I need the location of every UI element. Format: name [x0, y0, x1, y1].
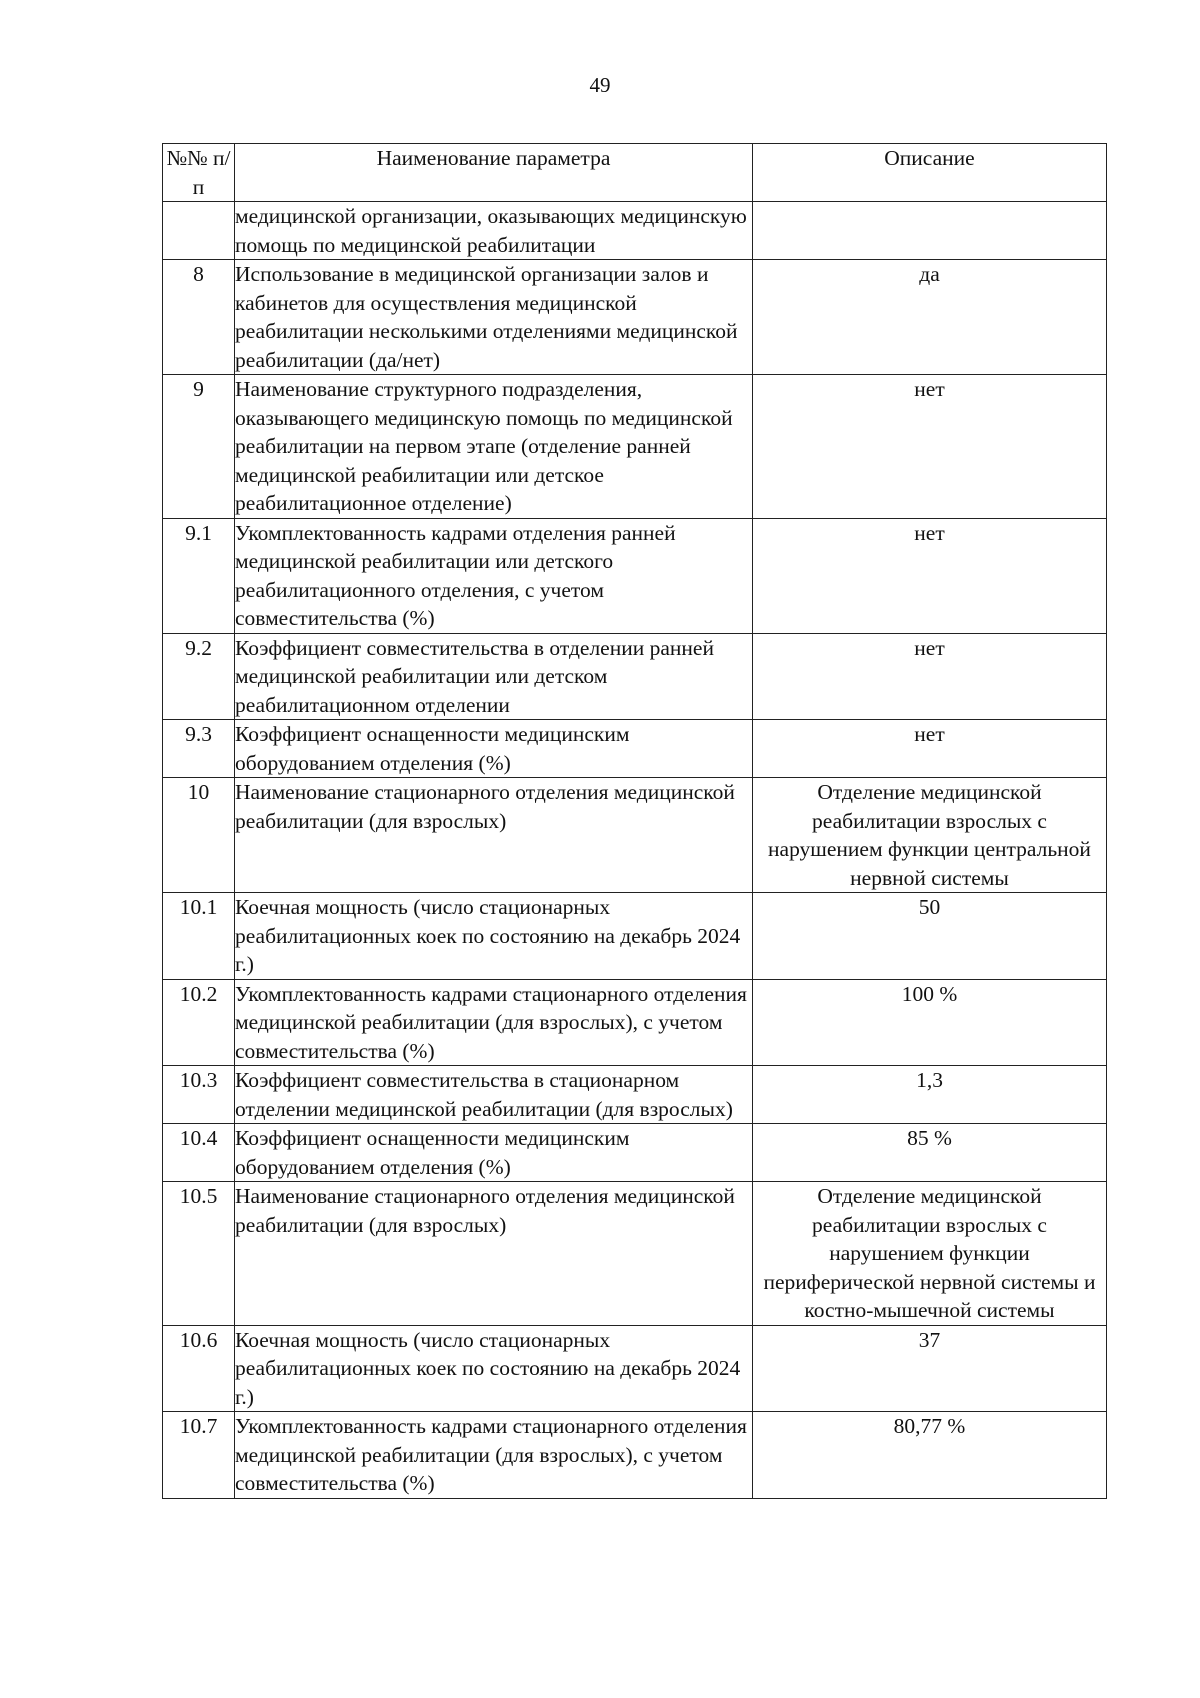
row-number: 10.2: [163, 979, 235, 1066]
row-parameter-name: Укомплектованность кадрами стационарного отделения медицинской реабилитации (для взрослых), с учетом совместительства (%): [235, 1412, 753, 1499]
row-description: 100 %: [753, 979, 1107, 1066]
row-parameter-name: медицинской организации, оказывающих медицинскую помощь по медицинской реабилитации: [235, 202, 753, 260]
row-number: 10.7: [163, 1412, 235, 1499]
row-parameter-name: Укомплектованность кадрами стационарного отделения медицинской реабилитации (для взрослых), с учетом совместительства (%): [235, 979, 753, 1066]
table-row: [163, 1412, 1107, 1499]
row-parameter-name: Коечная мощность (число стационарных реабилитационных коек по состоянию на декабрь 2024 г.): [235, 1325, 753, 1412]
table-row: [163, 1124, 1107, 1182]
table-row: [163, 1182, 1107, 1326]
table-row: [163, 979, 1107, 1066]
row-parameter-name: Наименование стационарного отделения медицинской реабилитации (для взрослых): [235, 778, 753, 893]
table-body: [163, 202, 1107, 1499]
row-description: нет: [753, 720, 1107, 778]
table-row: [163, 1066, 1107, 1124]
row-description: 85 %: [753, 1124, 1107, 1182]
row-number: 10.1: [163, 893, 235, 980]
row-description: нет: [753, 633, 1107, 720]
row-number: [163, 202, 235, 260]
row-description: 50: [753, 893, 1107, 980]
row-number: 10.6: [163, 1325, 235, 1412]
table-row: [163, 720, 1107, 778]
row-number: 10.5: [163, 1182, 235, 1326]
table-row: [163, 518, 1107, 633]
row-parameter-name: Коэффициент оснащенности медицинским оборудованием отделения (%): [235, 720, 753, 778]
row-number: 10.4: [163, 1124, 235, 1182]
table-row: [163, 260, 1107, 375]
row-number: 9: [163, 375, 235, 519]
row-number: 10: [163, 778, 235, 893]
row-parameter-name: Коэффициент совместительства в отделении ранней медицинской реабилитации или детском реабилитационном отделении: [235, 633, 753, 720]
row-parameter-name: Наименование стационарного отделения медицинской реабилитации (для взрослых): [235, 1182, 753, 1326]
row-parameter-name: Использование в медицинской организации залов и кабинетов для осуществления медицинской реабилитации несколькими отделениями медицинской реабилитации (да/нет): [235, 260, 753, 375]
table-row: [163, 633, 1107, 720]
table-header-row: [163, 144, 1107, 202]
header-description: Описание: [753, 144, 1107, 202]
row-number: 8: [163, 260, 235, 375]
header-number: №№ п/п: [163, 144, 235, 202]
row-description: нет: [753, 518, 1107, 633]
table-row: [163, 202, 1107, 260]
parameters-table: [162, 143, 1107, 1499]
row-description: 37: [753, 1325, 1107, 1412]
row-description: [753, 202, 1107, 260]
table-row: [163, 778, 1107, 893]
row-number: 9.3: [163, 720, 235, 778]
row-description: да: [753, 260, 1107, 375]
table-row: [163, 375, 1107, 519]
row-number: 10.3: [163, 1066, 235, 1124]
header-parameter-name: Наименование параметра: [235, 144, 753, 202]
table-header: [163, 144, 1107, 202]
row-description: Отделение медицинской реабилитации взрослых с нарушением функции центральной нервной системы: [753, 778, 1107, 893]
table-row: [163, 893, 1107, 980]
row-parameter-name: Коечная мощность (число стационарных реабилитационных коек по состоянию на декабрь 2024 г.): [235, 893, 753, 980]
row-parameter-name: Коэффициент совместительства в стационарном отделении медицинской реабилитации (для взрослых): [235, 1066, 753, 1124]
page-number: 49: [589, 73, 611, 97]
table-row: [163, 1325, 1107, 1412]
row-description: Отделение медицинской реабилитации взрослых с нарушением функции периферической нервной системы и костно-мышечной системы: [753, 1182, 1107, 1326]
row-parameter-name: Коэффициент оснащенности медицинским оборудованием отделения (%): [235, 1124, 753, 1182]
row-description: 1,3: [753, 1066, 1107, 1124]
row-parameter-name: Укомплектованность кадрами отделения ранней медицинской реабилитации или детского реабилитационного отделения, с учетом совместительства (%): [235, 518, 753, 633]
row-number: 9.2: [163, 633, 235, 720]
row-description: нет: [753, 375, 1107, 519]
row-number: 9.1: [163, 518, 235, 633]
row-parameter-name: Наименование структурного подразделения, оказывающего медицинскую помощь по медицинской реабилитации на первом этапе (отделение ранней медицинской реабилитации или детское реабилитационное отделение): [235, 375, 753, 519]
row-description: 80,77 %: [753, 1412, 1107, 1499]
